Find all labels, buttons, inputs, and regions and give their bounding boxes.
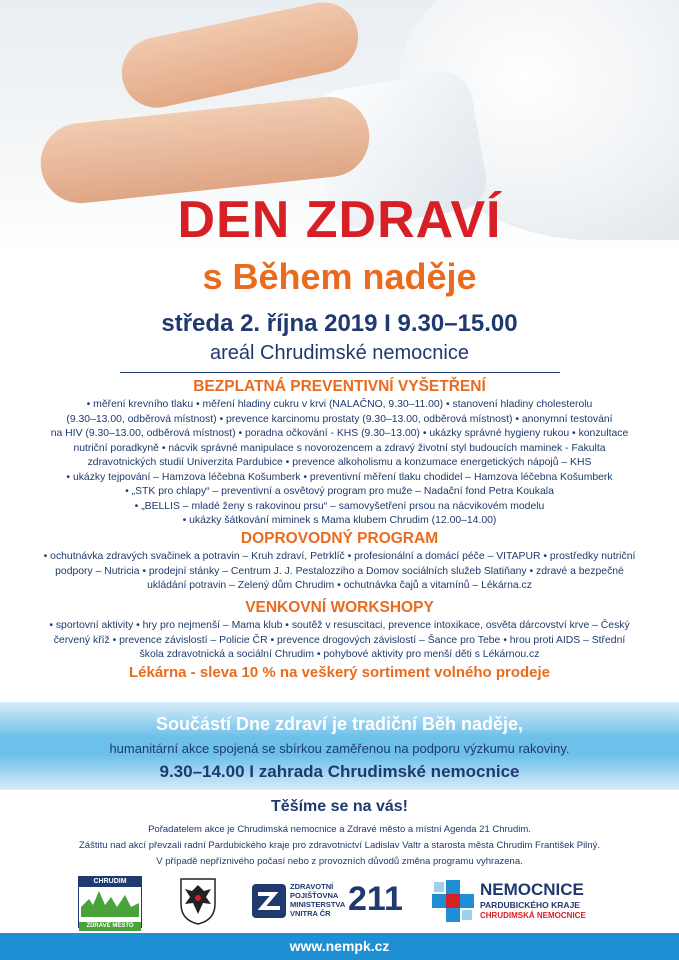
zp-text: [290, 882, 345, 918]
city-skyline-icon: [79, 887, 141, 917]
event-venue: areál Chrudimské nemocnice: [209, 342, 469, 364]
section-body: [20, 550, 659, 594]
logo-text: MINISTERSTVA: [290, 900, 346, 909]
zpmv-insurance-logo: [252, 880, 412, 922]
logo-text: POJIŠŤOVNA: [290, 891, 339, 900]
section-outdoor-workshops: [20, 599, 659, 663]
text-line: podpory – Nutricia • prodejní stánky – Centrum J. J. Pestalozziho a Domov sociálních služeb Slatiňany • zdravé a bezpečné: [55, 565, 624, 577]
text-line: škola zdravotnická a sociální Chrudim • pohybové aktivity pro menší děti s Lékárnou.cz: [139, 649, 540, 660]
zp-mark-icon: [252, 884, 286, 918]
divider: [120, 372, 560, 373]
text-line: • ukázky tejpování – Hamzova léčebna Košumberk • preventivní měření tlaku chodidel – Hamzova léčebna Košumberk: [66, 471, 613, 483]
section-heading: VENKOVNÍ WORKSHOPY: [245, 599, 434, 616]
band-line-2: humanitární akce spojená se sbírkou zaměřenou na podporu výzkumu rakoviny.: [109, 741, 570, 756]
text-line: na HIV (9.30–13.00, odběrová místnost) • poradna očkování - KHS (9.30–13.00) • ukázky správné hygieny rukou • konzultace: [50, 428, 629, 439]
patronage-line: Záštitu nad akcí převzali radní Pardubického kraje pro zdravotnictví Ladislav Valtr a starosta města Chrudim František Pilný.: [79, 840, 600, 851]
text-line: červený kříž • prevence závislostí – Policie ČR • prevence drogových závislostí – Šance pro Tebe • hrou proti AIDS – Střední: [53, 634, 626, 646]
zp-number: 211: [348, 880, 403, 918]
partner-logos: [0, 872, 679, 930]
event-date: středa 2. října 2019 I 9.30–15.00: [161, 310, 518, 337]
text-line: (9.30–13.00, odběrová místnost) • prevence karcinomu prostaty (9.30–13.00, odběrová místnost) • anonymní testování: [66, 413, 613, 425]
run-of-hope-band: [0, 702, 679, 790]
logo-text: VNITRA ČR: [290, 909, 331, 918]
text-line: nutriční poradkyně • nácvik správné manipulace s novorozencem a zdravý životní styl budoucích maminek - Fakulta: [73, 442, 606, 454]
poster-title: DEN ZDRAVÍ: [177, 191, 502, 249]
chrudim-healthy-city-logo: [78, 876, 142, 928]
hospital-region: PARDUBICKÉHO KRAJE: [480, 900, 580, 910]
text-line: • „STK pro chlapy“ – preventivní a osvětový program pro muže – Nadační fond Petra Koukala: [125, 486, 554, 497]
section-accompanying-program: [20, 530, 659, 594]
organizer-line: Pořadatelem akce je Chrudimská nemocnice a Zdravé město a místní Agenda 21 Chrudim.: [148, 824, 531, 835]
closing-heading: Těšíme se na vás!: [271, 798, 408, 815]
section-free-checkups: [20, 378, 659, 529]
text-line: • „BELLIS – mladé ženy s rakovinou prsu“ – samovyšetření prsou na nácvikovém modelu: [134, 500, 545, 512]
logo-text: ZDRAVÉ MĚSTO: [79, 922, 141, 931]
band-line-3: 9.30–14.00 I zahrada Chrudimské nemocnice: [159, 762, 520, 781]
text-line: • měření krevního tlaku • měření hladiny cukru v krvi (NALAČNO, 9.30–11.00) • stanovení hladiny cholesterolu: [86, 399, 593, 410]
band-line-1: Součástí Dne zdraví je tradiční Běh naděje,: [155, 714, 524, 734]
hospital-logo: [432, 878, 612, 924]
pharmacy-discount: [20, 664, 659, 681]
logo-text: CHRUDIM: [79, 877, 141, 887]
pharmacy-discount-text: Lékárna - sleva 10 % na veškerý sortiment volného prodeje: [128, 664, 550, 681]
hospital-cross-icon: [432, 880, 474, 922]
poster-subtitle: s Během naděje: [202, 256, 477, 297]
section-heading: BEZPLATNÁ PREVENTIVNÍ VYŠETŘENÍ: [193, 378, 486, 395]
text-line: ukládání potravin – Zelený dům Chrudim • ochutnávka čajů a vitamínů – Lékárna.cz: [147, 580, 532, 591]
hospital-branch: CHRUDIMSKÁ NEMOCNICE: [480, 911, 586, 920]
logo-text: ZDRAVOTNÍ: [290, 882, 334, 891]
text-line: • ochutnávka zdravých svačinek a potravin – Kruh zdraví, Petrklíč • profesionální a domácí péče – VITAPUR • prostředky nutriční: [43, 551, 636, 562]
weather-notice: V případě nepříznivého počasí nebo z provozních důvodů změna programu vyhrazena.: [156, 856, 523, 867]
coat-of-arms-logo: [178, 876, 218, 926]
section-body: [20, 619, 659, 663]
website-link[interactable]: www.nempk.cz: [289, 938, 390, 954]
footer-bar: [0, 933, 679, 960]
section-heading: DOPROVODNÝ PROGRAM: [240, 530, 439, 547]
text-line: zdravotnických studií Univerzita Pardubice • prevence alkoholismu a konzumace energetických nápojů – KHS: [87, 457, 592, 468]
section-body: [20, 398, 659, 529]
hospital-name: NEMOCNICE: [480, 880, 584, 899]
text-line: • ukázky šátkování miminek s Mama klubem Chrudim (12.00–14.00): [182, 515, 497, 526]
text-line: • sportovní aktivity • hry pro nejmenší – Mama klub • soutěž v resuscitaci, prevence intoxikace, osvěta dárcovství krve – Český: [49, 620, 630, 631]
eagle-shield-icon: [178, 876, 218, 926]
